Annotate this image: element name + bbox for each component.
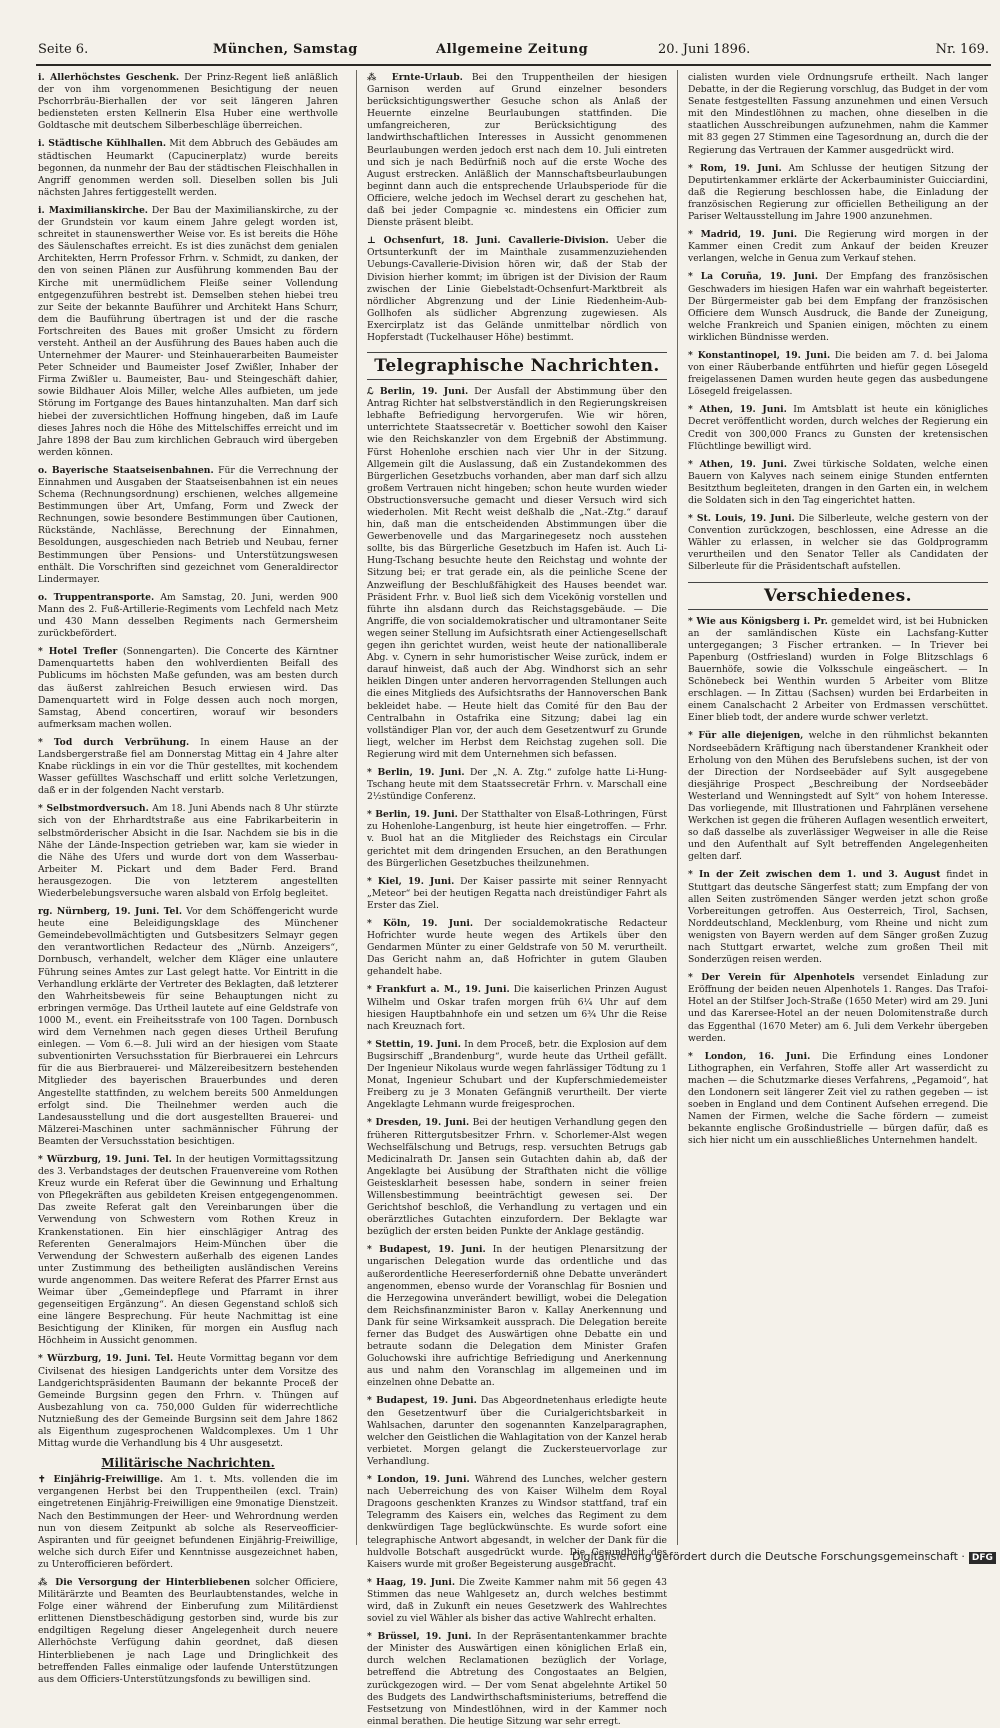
article-text: (Sonnengarten). Die Concerte des Kärntner Damenquartetts haben den wohlverdienten Beifall des Publicums im höchsten Maße gefunden, was am besten durch das äußerst zahlreichen Besuch erwiesen wird. Das Damenquartett wird in Folge dessen auch noch morgen, Samstag, Abend concertiren, worauf wir besonders aufmerksam machen wollen.: [38, 646, 339, 730]
article-paragraph: [38, 803, 338, 900]
column-1: [38, 72, 339, 1685]
article-paragraph: [688, 869, 988, 966]
article-lead: ⊥ Ochsenfurt, 18. Juni. Cavallerie-Division.: [367, 235, 609, 247]
article-text: Der „N. A. Ztg.“ zufolge hatte Li-Hung-Tschang heute mit dem Staatssecretär Frhrn. v. Marschall eine 2½stündige Conferenz.: [367, 766, 668, 803]
digitization-credit: [572, 1550, 992, 1568]
article-text: gemeldet wird, ist bei Hubnicken an der samländischen Küste ein Lachsfang-Kutter untergegangen; 3 Fischer ertranken. — In Triever bei Papenburg (Ostfriesland) wurden in Folge Blitzschlags 6 Bauernhöfe, sowie die Volksschule eingeäschert. — In Schönebeck bei Wenthin wurden 5 Arbeiter vom Blitze erschlagen. — In Zittau (Sachsen) wurden bei Erdarbeiten in einem Canalschacht 2 Arbeiter von Erdmassen verschüttet. Einer blieb todt, der andere wurde schwer verletzt.: [688, 615, 988, 724]
article-paragraph: [367, 386, 667, 761]
article-lead: * Madrid, 19. Juni.: [688, 229, 798, 241]
article-text: findet in Stuttgart das deutsche Sängerfest statt; zum Empfang der von allen Seiten zuströmenden Sänger werden jetzt schon große Vorbereitungen getroffen. Aus Oesterreich, Tirol, Sachsen, Norddeutschland, Mecklenburg, vom Rheine und nicht zum wenigsten von Bayern werden auf dem Sänger großen Zuzug nach Stuttgart erwartet, welche zum großen Theil mit Sonderzügen reisen werden.: [688, 869, 988, 966]
article-paragraph: [688, 271, 988, 344]
article-lead: i. Städtische Kühlhallen.: [38, 138, 167, 150]
article-text: cialisten wurden viele Ordnungsrufe ertheilt. Nach langer Debatte, in der die Regierung vorschlug, das Budget in der vom Senate festgestellten Fassung anzunehmen und einen Versuch mit den Mindestlöhnen zu machen, ohne dieselben in die staatlichen Ausschreibungen aufzunehmen, nahm die Kammer mit 83 gegen 27 Stimmen eine Tagesordnung an, durch die der Regierung das Vertrauen der Kammer ausgedrückt wird.: [688, 72, 988, 156]
newspaper-title: Allgemeine Zeitung: [436, 42, 589, 57]
article-text: Am Samstag, 20. Juni, werden 900 Mann des 2. Fuß-Artillerie-Regiments vom Lechfeld nach Metz und 430 Mann desselben Regiments nach Germersheim zurückbefördert.: [38, 591, 339, 640]
article-paragraph: [38, 138, 338, 198]
article-paragraph: [38, 592, 338, 640]
article-paragraph: [367, 1395, 667, 1468]
article-lead: * Brüssel, 19. Juni.: [367, 1631, 472, 1643]
column-divider: [677, 70, 678, 1545]
article-paragraph: [38, 646, 338, 731]
article-text: Der Bau der Maximilianskirche, zu der der Grundstein vor kaum einem Jahre gelegt worden ist, schreitet in staunenswerther Weise vor. Es ist bereits die Höhe des Säulenschaftes erreicht. Es ist dies zunächst dem genialen Architekten, Herrn Professor Frhrn. v. Schmidt, zu danken, der den von seinen Plänen zur Ausführung kommenden Bau der Kirche mit unermüdlichem Fleiße seiner Vollendung entgegenzuführen bestrebt ist. Demselben stehen hiebei treu zur Seite der bekannte Bauführer und Architekt Hans Schurr, dem die Bauführung übertragen ist und der die rasche Fortschreiten des Baues mit großer Umsicht zu fördern versteht. Antheil an der Ausführung des Baues haben auch die Unternehmer der Maurer- und Steinhauerarbeiten Baumeister Peter Schneider und Baumeister Josef Zwißler, Inhaber der Firma Zwißler u. Baumeister, Bau- und Steingeschäft dahier, sowie Bildhauer Alois Miller, welche Alles aufbieten, um jede Störung im Fortgange des Baues hintanzuhalten. Man darf sich hiebei der zuversichtlichen Hoffnung hingeben, daß im Laufe dieses Jahres noch die Höhe des Mittelschiffes erreicht und im Jahre 1898 der Bau zum kirchlichen Gebrauch wird übergeben werden können.: [38, 204, 338, 458]
article-text: Am 1. t. Mts. vollenden die im vergangenen Herbst bei den Truppentheilen (excl. Train) eingetretenen Einjährig-Freiwilligen eine 9monatige Dienstzeit. Nach den Bestimmungen der Heer- und Wehrordnung werden nun von diesem Zeitpunkt ab solche als Reserveofficier-Aspiranten und für geeignet befundenen Einjährig-Freiwillige, welche sich durch Eifer und Kenntnisse ausgezeichnet haben, zu Unterofficieren befördert.: [38, 1474, 339, 1570]
article-paragraph: [367, 1244, 667, 1389]
article-paragraph: [38, 72, 338, 132]
section-heading-miscellaneous: Verschiedenes.: [688, 582, 988, 610]
credit-text: Digitalisierung gefördert durch die Deutsche Forschungsgemeinschaft ·: [572, 1550, 965, 1563]
article-lead: * Hotel Trefler: [38, 646, 118, 658]
article-paragraph: [367, 235, 667, 344]
issue-date: 20. Juni 1896.: [658, 42, 751, 57]
article-paragraph: [688, 350, 988, 398]
article-text: Die kaiserlichen Prinzen August Wilhelm und Oskar trafen morgen früh 6¼ Uhr auf dem hiesigen Hauptbahnhofe ein und setzen um 6¾ Uhr die Reise nach Kreuznach fort.: [367, 984, 667, 1032]
article-text: Der Ausfall der Abstimmung über den Antrag Richter hat selbstverständlich in den Regierungskreisen lebhafte Befriedigung hervorgerufen. Wie wir hören, unterrichtete Staatssecretär v. Boetticher sowohl den Kaiser wie den Reichskanzler von dem Ergebniß der Abstimmung. Fürst Hohenlohe erschien nach vier Uhr in der Sitzung. Allgemein gilt die Auslassung, daß ein Zustandekommen des Bürgerlichen Gesetzbuchs vorhanden, aber man darf sich allzu großem Vertrauen nicht hingeben; schon heute wurden wieder Obstructionsversuche gemacht und dieser Versuch wird sich wiederholen. Mit Recht weist deßhalb die „Nat.-Ztg.“ darauf hin, daß man die entscheidenden Abstimmungen über die Gewerbenovelle und das Margarinegesetz noch ausstehen sollte, bis das Bürgerliche Gesetzbuch im Hafen ist. Auch Li-Hung-Tschang besuchte heute den Reichstag und wohnte der Sitzung bei; er trat gerade ein, als die peinliche Scene der Anzweiflung der Beschlußfähigkeit des Hauses beendet war. Präsident Frhr. v. Buol ließ sich dem Vicekönig vorstellen und führte ihn alsdann durch das Reichstagsgebäude. — Die Angriffe, die von socialdemokratischer und ultramontaner Seite wegen seiner Stellung im Aufsichtsrath einer Actiengesellschaft gegen ihn gerichtet wurden, weist heute der nationalliberale Abg. v. Cynern in sehr humoristischer Weise zurück, indem er darauf hinweist, daß auch der Abg. Windhorst sich an sehr heiklen Dingen unter anderen hervorragenden Stellungen auch die eines Mitglieds des Aufsichtsraths der Hannoverschen Bank bekleidet habe. — Heute hielt das Comité für den Bau der Centralbahn in Ostafrika eine Sitzung; dabei lag ein vollständiger Plan vor, der auch dem Gesetzentwurf zu Grunde liegt, welcher im Herbst dem Reichstag zugehen soll. Die Regierung wird mit dem Unternehmen sich befassen.: [367, 386, 668, 760]
article-paragraph: [688, 163, 988, 223]
article-paragraph: [367, 918, 667, 978]
article-paragraph: [688, 229, 988, 265]
article-text: Bei den Truppentheilen der hiesigen Garnison werden auf Grund einzelner besonders berücksichtigungswerther Gesuche schon als Anlaß der Heuernte einzelne Beurlaubungen stattfinden. Die umfangreicheren, zur Berücksichtigung des landwirthschaftlichen Interesses in Aussicht genommenen Beurlaubungen werden jedoch erst nach dem 10. Juli eintreten und sich je nach Bedürfniß noch auf die erste Woche des August erstrecken. Anläßlich der Mannschaftsbeurlaubungen beginnt dann auch die entsprechende Urlaubsperiode für die Officiere, welche jedoch im Wechsel derart zu geschehen hat, daß bei jeder Compagnie ꝛc. mindestens ein Officier zum Dienste präsent bleibt.: [367, 72, 668, 229]
article-text: Die Erfindung eines Londoner Lithographen, ein Verfahren, Stoffe aller Art wasserdicht zu machen — die Schutzmarke dieses Verfahrens, „Pegamoid“, hat den Londonern seit längerer Zeit viel zu rathen gegeben — ist soeben in England und dem Continent Aufsehen erregend. Die Namen der Firmen, welche die Sache fördern — zumeist bekannte englische Großindustrielle — bürgen dafür, daß es sich hier nicht um ein ausschließliches Unternehmen handelt.: [688, 1050, 989, 1147]
article-text: solcher Officiere, Militärärzte und Beamten des Beurlaubtenstandes, welche in Folge einer während der Einberufung zum Militärdienst erlittenen Dienstbeschädigung gestorben sind, wurde bis zur endgiltigen Regelung dieser Angelegenheit durch neuere Allerhöchste Verfügung dahin geordnet, daß diesen Hinterbliebenen je nach Lage und Dringlichkeit des betreffenden Falles einmalige oder laufende Unterstützungen aus dem Officiers-Unterstützungsfonds zu bewilligen sind.: [38, 1576, 338, 1685]
article-paragraph: [367, 767, 667, 803]
article-text: Der Empfang des französischen Geschwaders im hiesigen Hafen war ein wahrhaft begeisterter. Der Bürgermeister gab bei dem Empfang der französischen Officiere dem Wunsch Ausdruck, die Bande der Zuneigung, welche Frankreich und Spanien einigen, möchten zu einem wirklichen Bündnisse werden.: [688, 271, 989, 343]
article-paragraph: [367, 1631, 667, 1728]
article-text: In der heutigen Vormittagssitzung des 3. Verbandstages der deutschen Frauenvereine vom Rothen Kreuz wurde ein Referat über die Gewinnung und Erhaltung von Pflegekräften aus gebildeten Kreisen entgegengenommen. Das zweite Referat galt den Vereinbarungen über die Verwendung von Schwestern vom Rothen Kreuz in Krankenstationen. Ein hier einschlägiger Antrag des Referenten Generalmajors Heim-München über die Verwendung der Schwestern außerhalb des eigenen Landes unter Zustimmung des betheiligten ausländischen Vereins wurde angenommen. Das weitere Referat des Pfarrer Ernst aus Weimar über „Gemeindepflege und Pfarramt in ihrer gegenseitigen Ergänzung“. An diesen Gegenstand schloß sich eine längere Besprechung. Für heute Nachmittag ist eine Besichtigung der Kliniken, für morgen ein Ausflug nach Höchheim in Aussicht genommen.: [38, 1153, 339, 1347]
article-lead: i. Allerhöchstes Geschenk.: [38, 72, 180, 83]
article-paragraph: [367, 876, 667, 912]
article-paragraph: [38, 1474, 338, 1571]
article-text: Der socialdemokratische Redacteur Hofrichter wurde heute wegen des Artikels über den Gendarmen Münter zu einer Geldstrafe von 50 M. verurtheilt. Das Gericht nahm an, daß Hofrichter in gutem Glauben gehandelt habe.: [367, 918, 667, 978]
article-paragraph: [367, 1039, 667, 1112]
article-text: Die beiden am 7. d. bei Jaloma von einer Räuberbande entführten und hiefür gegen Lösegeld freigelassenen Damen wurden heute gegen das ausbedungene Lösegeld freigelassen.: [688, 349, 989, 398]
article-lead: ℒ Berlin, 19. Juni.: [367, 386, 469, 398]
article-text: Die Silberleute, welche gestern von der Convention zurückzogen, beschlossen, eine Adresse an die Wähler zu erlassen, in welcher sie das Goldprogramm verurtheilen und den Senator Teller als Candidaten der Silberleute für die Präsidentschaft aufstellen.: [688, 513, 988, 573]
article-text: In der Repräsentantenkammer brachte der Minister des Auswärtigen einen königlichen Erlaß ein, durch welchen Reclamationen bezüglich der Vorlage, betreffend die Abtretung des Congostaates an Belgien, zurückgezogen wird. — Der vom Senat abgelehnte Artikel 50 des Budgets des Landwirthschaftsministeriums, betreffend die Festsetzung von Mindestlöhnen, wird in der Kammer noch einmal berathen. Die heutige Sitzung war sehr erregt.: [367, 1631, 667, 1727]
article-paragraph: [367, 72, 667, 229]
article-text: Der Statthalter von Elsaß-Lothringen, Fürst zu Hohenlohe-Langenburg, ist heute hier eingetroffen. — Frhr. v. Buol hat an die Mitglieder des Reichstags ein Circular gerichtet mit dem dringenden Ersuchen, an den Berathungen des Bürgerlichen Gesetzbuches theilzunehmen.: [367, 809, 668, 869]
article-text: Der Prinz-Regent ließ anläßlich der von ihm vorgenommenen Besichtigung der neuen Pschorrbräu-Bierhallen der vor seit längeren Jahren bediensteten ersten Kellnerin Elsa Huber eine werthvolle Goldtasche mit deutschem Silberbeschläge überreichen.: [38, 72, 338, 132]
article-paragraph: [688, 616, 988, 725]
article-lead: ✝ Einjährig-Freiwillige.: [38, 1474, 164, 1486]
article-text: Die Regierung wird morgen in der Kammer einen Credit zum Ankauf der beiden Kreuzer verlangen, welche in Genua zum Verkauf stehen.: [688, 229, 989, 265]
article-paragraph: [688, 459, 988, 507]
place-and-day: München, Samstag: [213, 42, 358, 57]
column-2: [367, 72, 668, 1727]
page-number: Seite 6.: [38, 42, 89, 57]
article-lead: * Berlin, 19. Juni.: [367, 809, 458, 821]
article-lead: * La Coruña, 19. Juni.: [688, 271, 818, 283]
article-paragraph: [38, 205, 338, 459]
article-lead: * Budapest, 19. Juni.: [367, 1395, 477, 1407]
article-paragraph: [688, 72, 988, 157]
article-lead: * Köln, 19. Juni.: [367, 918, 474, 929]
dfg-logo: DFG: [969, 1552, 996, 1564]
article-lead: o. Truppentransporte.: [38, 591, 155, 603]
article-lead: * Frankfurt a. M., 19. Juni.: [367, 984, 510, 996]
article-lead: * Athen, 19. Juni.: [688, 458, 787, 470]
article-lead: ⁂ Die Versorgung der Hinterbliebenen: [38, 1576, 251, 1588]
article-lead: * Der Verein für Alpenhotels: [688, 972, 855, 984]
article-paragraph: [38, 906, 338, 1148]
column-3: [688, 72, 988, 1542]
article-text: Die Zweite Kammer nahm mit 56 gegen 43 Stimmen das neue Wahlgesetz an, durch welches bestimmt wird, daß in Zukunft ein neues Gesetzwerk des Wahlrechtes soviel zu viel Wähler als bisher das active Wahlrecht erhalten.: [367, 1576, 667, 1625]
article-text: Zwei türkische Soldaten, welche einen Bauern von Kalyves nach seinem einige Stunden entfernten Besitzthum begleiteten, drangen in den Garten ein, in welchem die Soldaten sich in den Tag eingerichtet hatten.: [688, 458, 988, 506]
article-lead: rg. Nürnberg, 19. Juni. Tel.: [38, 906, 183, 918]
article-paragraph: [688, 972, 988, 1045]
article-paragraph: [688, 1051, 988, 1148]
article-text: Das Abgeordnetenhaus erledigte heute den Gesetzentwurf über die Curialgerichtsbarkeit in Wahlsachen, darunter den sogenannten Kanzelparagraphen, welcher den Geistlichen die Wahlagitation von der Kanzel herab verbietet. Morgen gelangt die Zuckersteuervorlage zur Verhandlung.: [367, 1395, 667, 1467]
article-paragraph: [688, 404, 988, 452]
article-paragraph: [688, 730, 988, 863]
article-lead: * Athen, 19. Juni.: [688, 404, 787, 416]
article-paragraph: [367, 1577, 667, 1625]
article-text: In einem Hause an der Landsbergerstraße fiel am Donnerstag Mittag ein 4 Jahre alter Knabe rücklings in ein vor die Thür gestelltes, mit kochendem Wasser gefülltes Waschschaff und erlitt solche Verletzungen, daß er in der folgenden Nacht verstarb.: [38, 736, 338, 797]
article-lead: * Für alle diejenigen,: [688, 730, 804, 742]
article-paragraph: [38, 1577, 338, 1686]
article-text: Im Amtsblatt ist heute ein königliches Decret veröffentlicht worden, durch welches der Regierung ein Credit von 300,000 Francs zu Gunsten der kretensischen Flüchtlinge bewilligt wird.: [688, 404, 988, 452]
article-paragraph: [367, 809, 667, 869]
article-paragraph: [38, 737, 338, 797]
article-lead: * Haag, 19. Juni.: [367, 1576, 456, 1588]
header-rule: [36, 64, 991, 66]
article-text: Ueber die Ortsunterkunft der im Mainthale zusammenzuziehenden Uebungs-Cavallerie-Division hören wir, daß der Stab der Division hierher kommt; im übrigen ist der Division der Raum zwischen der Linie Giebelstadt-Ochsenfurt-Marktbreit als nördlicher Abgrenzung und der Linie Riedenheim-Aub-Gollhofen als südlicher Abgrenzung zugewiesen. Als Exercirplatz ist das Gelände unmittelbar nördlich von Hopferstadt (Tuckelhauser Höhe) bestimmt.: [367, 235, 667, 343]
article-text: Während des Lunches, welcher gestern nach Ueberreichung des von Kaiser Wilhelm dem Royal Dragoons geschenkten Kranzes zu Windsor stattfand, traf ein Telegramm des Kaisers ein, welches das Regiment zu dem denkwürdigen Tage beglückwünschte. Es wurde sofort eine telegraphische Antwort abgesandt, in welcher der Dank für die huldvolle Botschaft ausgedrückt wurde. Die Gesundheit des Kaisers wurde mit großer Begeisterung ausgebracht.: [367, 1474, 668, 1570]
article-text: welche in den rühmlichst bekannten Nordseebädern Kräftigung nach überstandener Krankheit oder Erholung von den Mühen des Berufslebens suchen, ist der von der Direction der Nordseebäder auf Sylt ausgegebene diesjährige Prospect „Beschreibung der Nordseebäder Westerland und Wenningstedt auf Sylt“ von hohem Interesse. Das vorliegende, mit Illustrationen und Fahrplänen versehene Werkchen ist gegen die früheren Auflagen wesentlich erweitert, so daß dasselbe als zuverlässiger Wegweiser in alle die Reise und den Aufenthalt auf Sylt betreffenden Angelegenheiten gelten darf.: [688, 730, 988, 863]
article-paragraph: [688, 513, 988, 573]
issue-number: Nr. 169.: [935, 42, 989, 57]
article-text: Bei der heutigen Verhandlung gegen den früheren Rittergutsbesitzer Frhrn. v. Schorlemer-Alst wegen Wechselfälschung und Betrugs, resp. versuchten Betrugs gab Medicinalrath Dr. Jansen sein Gutachten dahin ab, daß der Angeklagte bei Ausübung der Strafthaten nicht die völlige Geistesklarheit besessen habe, sondern in seiner freien Willensbestimmung beeinträchtigt gewesen sei. Der Gerichtshof beschloß, die Verhandlung zu vertagen und ein oberärztliches Gutachten einzufordern. Der Beklagte war bezüglich der ersten beiden Punkte der Anklage geständig.: [367, 1117, 667, 1238]
article-paragraph: [367, 984, 667, 1032]
article-lead: * Dresden, 19. Juni.: [367, 1117, 470, 1129]
article-paragraph: [38, 1154, 338, 1348]
article-text: versendet Einladung zur Eröffnung der beiden neuen Alpenhotels 1. Ranges. Das Trafoi-Hotel an der Stilfser Joch-Straße (1650 Meter) wird am 29. Juni und das Karersee-Hotel an der neuen Dolomitenstraße durch das Eggenthal (1670 Meter) am 6. Juli dem Verkehr übergeben werden.: [688, 972, 989, 1044]
page-header: [36, 42, 991, 62]
article-lead: * Tod durch Verbrühung.: [38, 736, 190, 748]
article-text: Mit dem Abbruch des Gebäudes am städtischen Heumarkt (Capucinerplatz) wurde bereits begonnen, da nunmehr der Bau der städtischen Fleischhallen in Angriff genommen werden soll. Dieselben sollen bis Juli nächsten Jahres fertiggestellt werden.: [38, 138, 339, 198]
article-text: In der heutigen Plenarsitzung der ungarischen Delegation wurde das ordentliche und das außerordentliche Heereserforderniß ohne Debatte unverändert angenommen, ebenso wurde der Voranschlag für Bosnien und die Herzegowina unverändert bewilligt, wobei die Delegation dem Reichsfinanzminister Baron v. Kallay Anerkennung und Dank für seine Wirksamkeit aussprach. Die Delegation bereite ferner das Budget des Auswärtigen ohne Debatte ein und betraute sodann die Delegation dem Minister Grafen Goluchowski ihre aufrichtige Befriedigung und Anerkennung aus und nahm den Voranschlag im allgemeinen und im einzelnen ohne Debatte an.: [367, 1244, 667, 1389]
article-text: In dem Proceß, betr. die Explosion auf dem Bugsirschiff „Brandenburg“, wurde heute das Urtheil gefällt. Der Ingenieur Nikolaus wurde wegen fahrlässiger Tödtung zu 1 Monat, Ingenieur Schubart und der Kupferschmiedemeister Freiberg zu je 3 Monaten Gefängniß verurtheilt. Der vierte Angeklagte Lehmann wurde freigesprochen.: [367, 1038, 667, 1111]
article-text: Vor dem Schöffengericht wurde heute eine Beleidigungsklage des Münchener Gemeindebevollmächtigten und Gutsbesitzers Selmayr gegen den verantwortlichen Redacteur des „Nürnb. Anzeigers“, Dornbusch, verhandelt, welcher dem Kläger eine unlautere Führung seines Amtes zur Last gelegt hatte. Vor Eintritt in die Verhandlung erklärte der Vertreter des Beklagten, daß letzterer den Wahrheitsbeweis für seine Behauptungen nicht zu erbringen vermöge. Das Urtheil lautete auf eine Geldstrafe von 1000 M., event. ein Freiheitsstrafe von 100 Tagen. Dornbusch wird dem Vernehmen nach gegen dieses Urtheil Berufung einlegen. — Vom 6.—8. Juli wird an der hiesigen vom Staate subventionirten Versuchsstation für Bierbrauerei ein Lehrcurs für die aus Bierbrauerei- und Mälzereibesitzern bestehenden Mitglieder des bayerischen Brauerbundes und deren Angestellte stattfinden, zu welchem bereits 500 Anmeldungen erfolgt sind. Die Theilnehmer werden auch die Landesausstellung und die dort ausgestellten Brauerei- und Mälzerei-Maschinen unter sachmännischer Führung der Beamten der Versuchsstation besichtigen.: [38, 906, 338, 1147]
article-lead: * Budapest, 19. Juni.: [367, 1244, 486, 1256]
article-lead: * Konstantinopel, 19. Juni.: [688, 349, 831, 361]
article-lead: * Würzburg, 19. Juni. Tel.: [38, 1153, 172, 1165]
article-lead: * Würzburg, 19. Juni. Tel.: [38, 1353, 174, 1365]
article-lead: * St. Louis, 19. Juni.: [688, 513, 795, 525]
article-lead: * London, 16. Juni.: [688, 1050, 811, 1062]
article-lead: * In der Zeit zwischen dem 1. und 3. August: [688, 869, 941, 881]
article-paragraph: [367, 1117, 667, 1238]
article-text: Heute Vormittag begann vor dem Civilsenat des hiesigen Landgerichts unter dem Vorsitze des Landgerichtspräsidenten Baumann der bekannte Proceß der Gemeinde Burgsinn gegen den Frhrn. v. Thüngen auf Ausbezahlung von ca. 750,000 Gulden für widerrechtliche Nutznießung des der Gemeinde Burgsinn seit dem Jahre 1862 als Eigenthum zugesprochenen Waldcomplexes. Um 1 Uhr Mittag wurde die Verhandlung bis 4 Uhr ausgesetzt.: [38, 1353, 339, 1450]
article-text: Für die Verrechnung der Einnahmen und Ausgaben der Staatseisenbahnen ist ein neues Schema (Rechnungsordnung) erschienen, welches allgemeine Bestimmungen über Art, Umfang, Form und Zweck der Rechnungen, sowie besondere Bestimmungen über Cautionen, Rückstände, Nachlässe, Berechnung der Einnahmen, Besoldungen, ausgeschieden nach Betrieb und Neubau, ferner Bestimmungen über Pensions- und Unterstützungswesen enthält. Die Vorschriften sind gezeichnet vom Generaldirector Lindermayer.: [38, 464, 338, 585]
column-divider: [356, 70, 357, 1545]
article-lead: * Kiel, 19. Juni.: [367, 875, 455, 887]
article-text: Der Kaiser passirte mit seiner Rennyacht „Meteor“ bei der heutigen Regatta nach dreistündiger Fahrt als Erster das Ziel.: [367, 875, 667, 911]
article-lead: i. Maximilianskirche.: [38, 204, 148, 216]
article-lead: o. Bayerische Staatseisenbahnen.: [38, 464, 214, 476]
article-text: Am Schlusse der heutigen Sitzung der Deputirtenkammer erklärte der Ackerbauminister Guicciardini, daß die Regierung beschlossen habe, die Einladung der französischen Regierung zur officiellen Betheiligung an der Pariser Weltausstellung im Jahre 1900 anzunehmen.: [688, 162, 988, 223]
article-lead: * Selbstmordversuch.: [38, 803, 149, 815]
article-paragraph: [38, 465, 338, 586]
article-paragraph: [38, 1353, 338, 1450]
section-heading-telegraph: Telegraphische Nachrichten.: [367, 352, 667, 380]
article-lead: ⁂ Ernte-Urlaub.: [367, 72, 463, 83]
article-lead: * Stettin, 19. Juni.: [367, 1038, 461, 1050]
article-lead: * Berlin, 19. Juni.: [367, 766, 465, 778]
article-text: Am 18. Juni Abends nach 8 Uhr stürzte sich von der Ehrhardtstraße aus eine Fabrikarbeiterin in selbstmörderischer Absicht in die Isar. Nachdem sie bis in die Nähe der Lände-Inspection getrieben war, kam sie wieder in die Nähe des Ufers und wurde dort von dem Wasserbau-Arbeiter M. Pickart und dem Bader Ferd. Brand herausgezogen. Die von letzterem angestellten Wiederbelebungsversuche waren alsbald von Erfolg begleitet.: [38, 803, 339, 899]
article-lead: * Wie aus Königsberg i. Pr.: [688, 615, 828, 627]
section-heading-military: Militärische Nachrichten.: [101, 1456, 275, 1471]
article-lead: * Rom, 19. Juni.: [688, 162, 782, 174]
article-lead: * London, 19. Juni.: [367, 1474, 470, 1486]
